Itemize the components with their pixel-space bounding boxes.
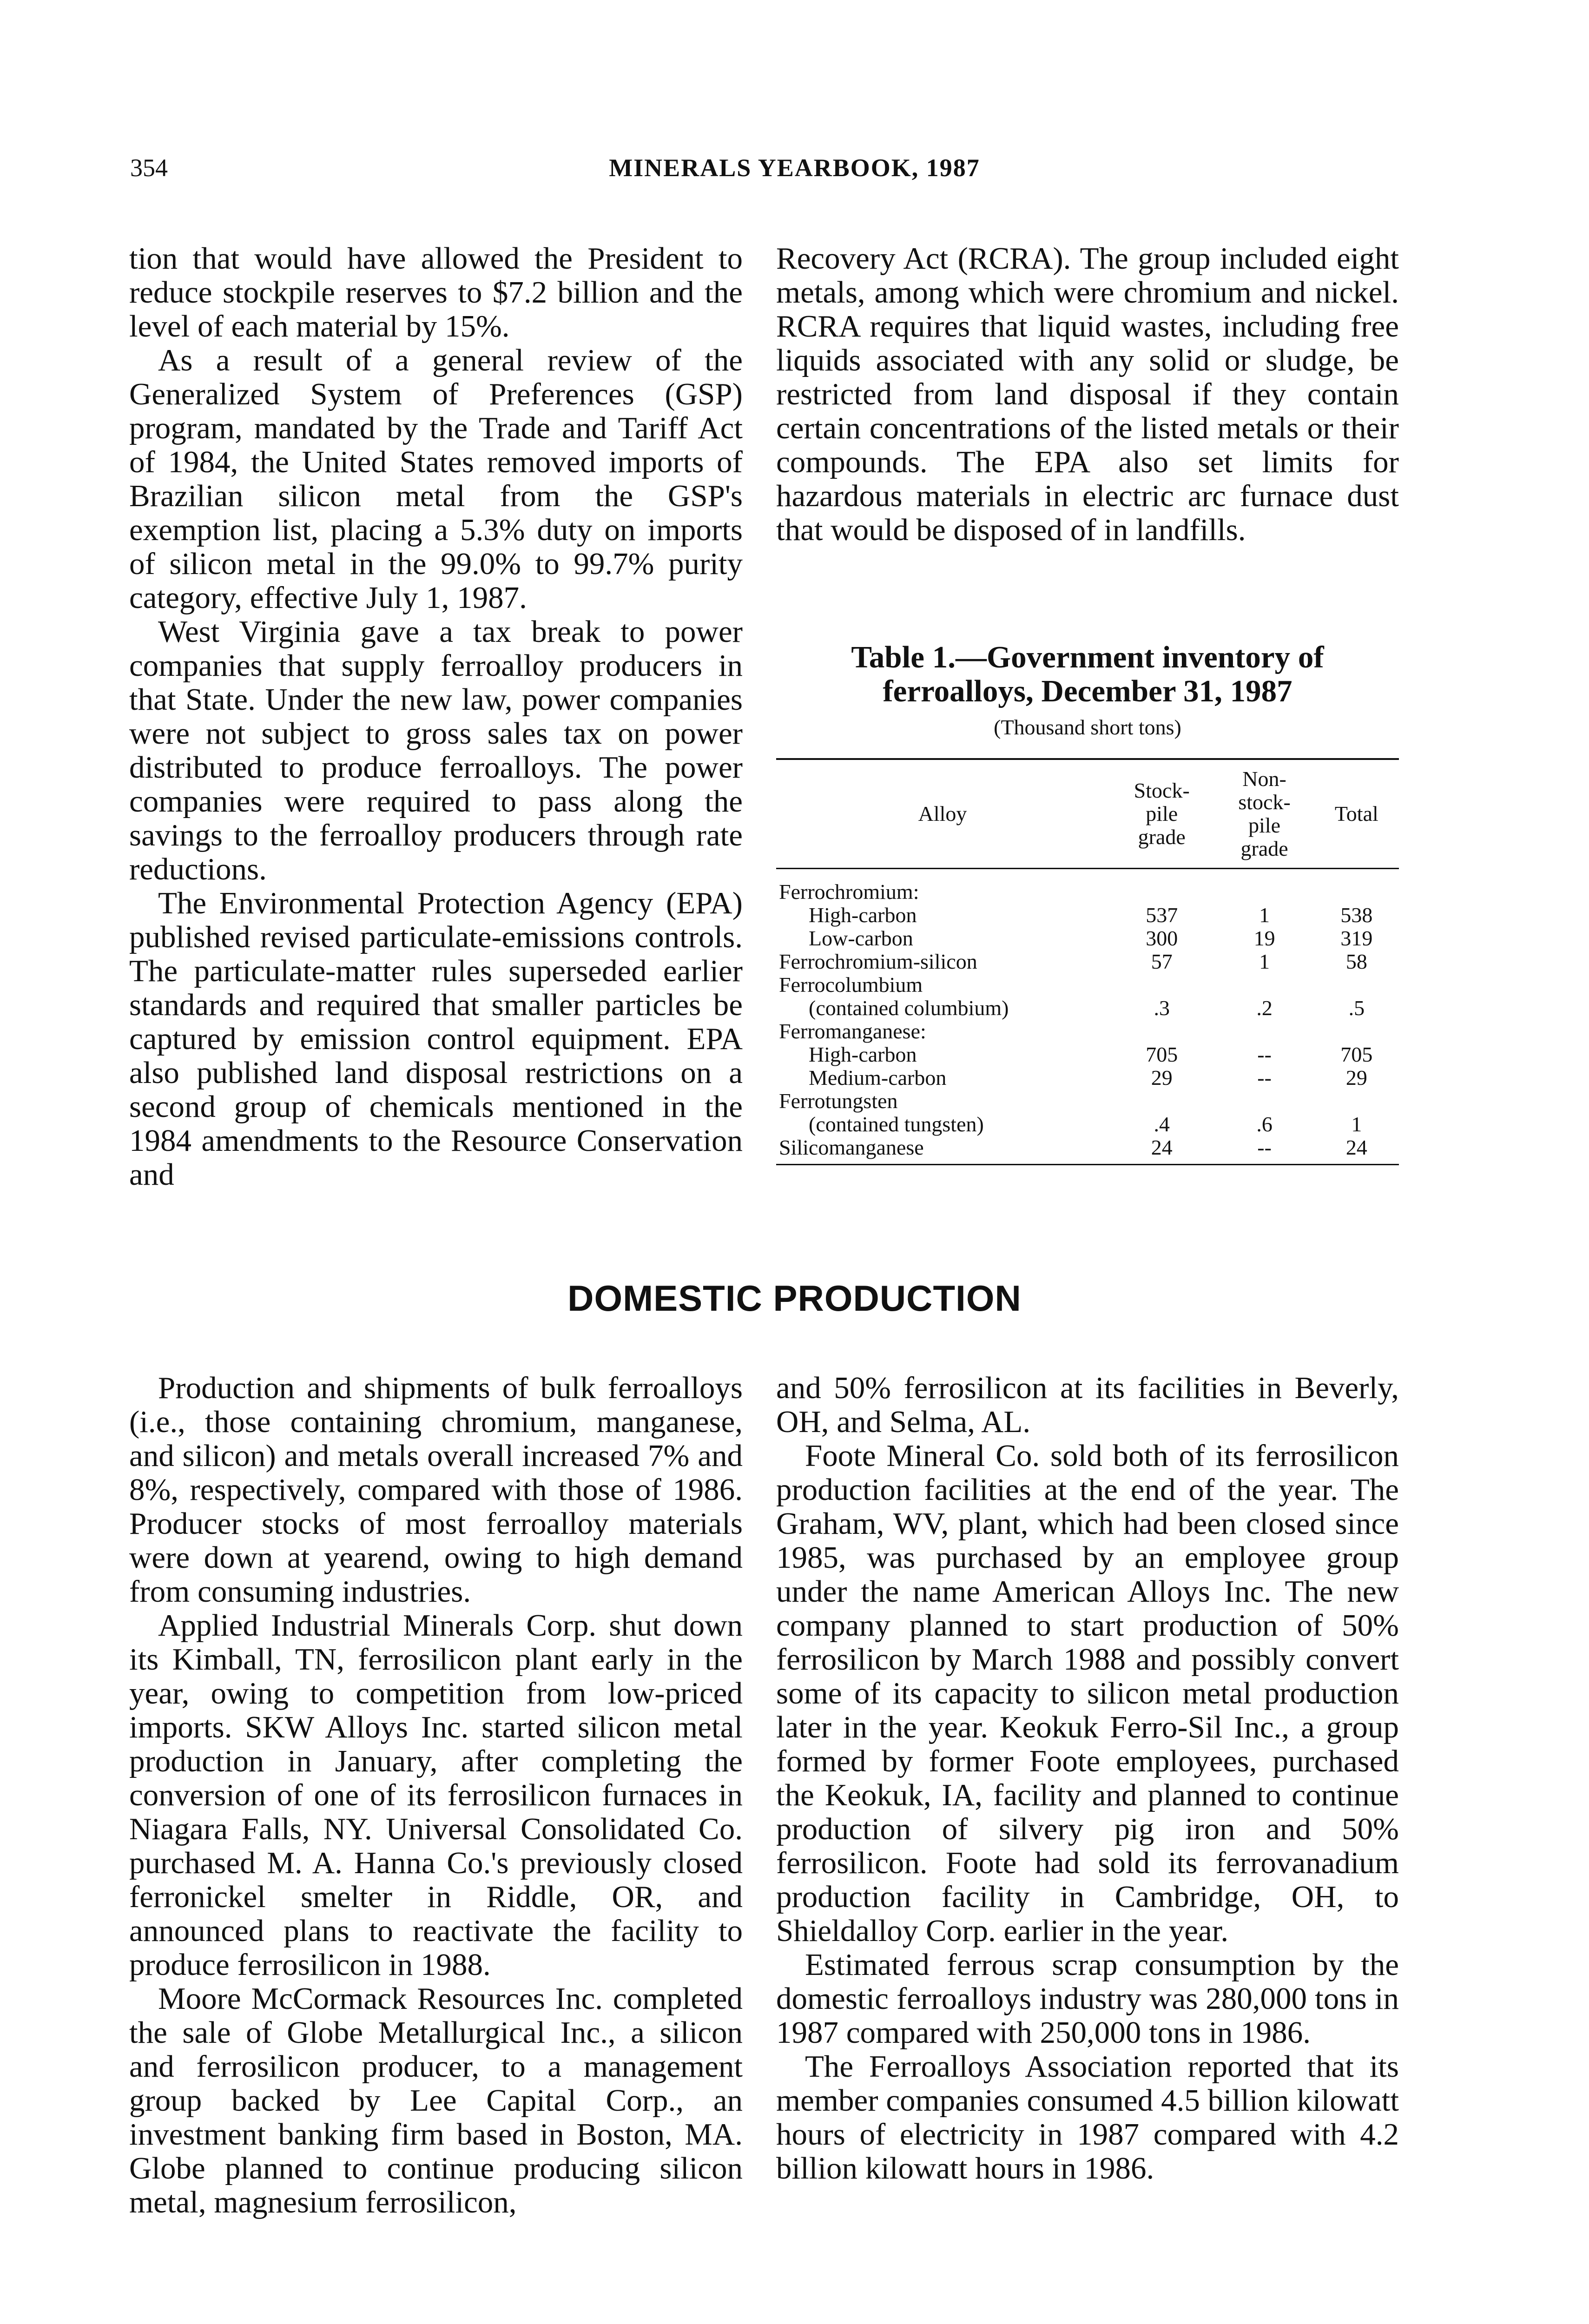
paragraph: tion that would have allowed the President to reduce stockpile reserves to $7.2 billion and the level of each material by 15%. — [129, 241, 743, 343]
cell-total: 58 — [1345, 950, 1367, 973]
cell-stockpile — [1109, 1020, 1214, 1043]
cell-alloy: Ferrocolumbium — [779, 973, 923, 997]
cell-alloy: Low-carbon — [809, 926, 913, 950]
table-row — [776, 1089, 1399, 1113]
cell-stockpile: 537 — [1146, 903, 1178, 927]
paragraph: As a result of a general review of the Generalized System of Preferences (GSP) program, mandated by the Trade and Tariff Act of 1984, the United States removed imports of Brazilian silicon metal from the GSP's exemption list, placing a 5.3% duty on imports of silicon metal in the 99.0% to 99.7% purity category, effective July 1, 1987. — [129, 343, 743, 615]
cell-total — [1314, 973, 1399, 997]
header-alloy: Alloy — [918, 802, 967, 825]
cell-alloy: High-carbon — [809, 903, 917, 927]
table-title — [776, 640, 1399, 708]
column-bottom-left — [129, 1371, 743, 2219]
cell-stockpile — [1109, 973, 1214, 997]
section-heading: DOMESTIC PRODUCTION — [567, 1278, 1022, 1319]
header-stockpile-l2: pile — [1146, 802, 1178, 825]
cell-nonstockpile: -- — [1214, 1136, 1314, 1165]
page-header — [0, 153, 1589, 191]
table-row — [776, 1113, 1399, 1136]
header-total: Total — [1334, 802, 1378, 825]
paragraph: Recovery Act (RCRA). The group included eight metals, among which were chromium and nickel. RCRA requires that liquid wastes, including free liquids associated with any solid or sludge, be restricted from land disposal if they contain certain concentrations of the listed metals or their compounds. The EPA also set limits for hazardous materials in electric arc furnace dust that would be disposed of in landfills. — [776, 241, 1399, 547]
cell-alloy: Medium-carbon — [809, 1066, 947, 1089]
header-nonstock-l2: stock- — [1238, 790, 1291, 814]
cell-stockpile: 29 — [1151, 1066, 1173, 1089]
cell-total: 538 — [1340, 903, 1373, 927]
cell-total: .5 — [1348, 996, 1365, 1020]
table-row — [776, 869, 1399, 904]
table-row — [776, 950, 1399, 973]
cell-total: 705 — [1340, 1043, 1373, 1066]
cell-stockpile — [1109, 869, 1214, 904]
page-number: 354 — [130, 154, 168, 182]
header-stockpile — [1109, 759, 1214, 869]
cell-alloy: High-carbon — [809, 1043, 917, 1066]
column-top-left — [129, 242, 743, 1192]
table-header-row — [776, 759, 1399, 869]
cell-stockpile — [1109, 1089, 1214, 1113]
table-title-line1: Table 1.—Government inventory of — [851, 640, 1324, 674]
paragraph: The Ferroalloys Association reported that its member companies consumed 4.5 billion kilowatt hours of electricity in 1987 compared with 4.2 billion kilowatt hours in 1986. — [776, 2049, 1399, 2185]
inventory-table — [776, 758, 1399, 1165]
table-row — [776, 904, 1399, 927]
cell-total: 1 — [1351, 1112, 1362, 1136]
cell-nonstockpile: 19 — [1253, 926, 1275, 950]
table-row — [776, 1136, 1399, 1165]
table-row — [776, 927, 1399, 950]
paragraph: Estimated ferrous scrap consumption by the domestic ferroalloys industry was 280,000 tons in 1987 compared with 250,000 tons in 1986. — [776, 1948, 1399, 2050]
paragraph: Foote Mineral Co. sold both of its ferrosilicon production facilities at the end of the year. The Graham, WV, plant, which had been closed since 1985, was purchased by an employee group under the name American Alloys Inc. The new company planned to start production of 50% ferrosilicon by March 1988 and possibly convert some of its capacity to silicon metal production later in the year. Keokuk Ferro-Sil Inc., a group formed by former Foote employees, purchased the Keokuk, IA, facility and planned to continue production of silvery pig iron and 50% ferrosilicon. Foote had sold its ferrovanadium production facility in Cambridge, OH, to Shieldalloy Corp. earlier in the year. — [776, 1439, 1399, 1948]
cell-nonstockpile — [1214, 869, 1314, 904]
cell-nonstockpile: .2 — [1256, 996, 1273, 1020]
cell-alloy: Silicomanganese — [776, 1136, 1109, 1165]
cell-stockpile: .4 — [1154, 1112, 1170, 1136]
cell-nonstockpile: -- — [1257, 1043, 1272, 1066]
cell-total — [1314, 1089, 1399, 1113]
inventory-table-block — [776, 640, 1399, 1165]
cell-nonstockpile: .6 — [1256, 1112, 1273, 1136]
header-stockpile-l1: Stock- — [1134, 779, 1190, 802]
cell-alloy: Ferrotungsten — [779, 1089, 898, 1113]
cell-stockpile: 57 — [1151, 950, 1173, 973]
cell-total — [1314, 869, 1399, 904]
cell-stockpile: 24 — [1109, 1136, 1214, 1165]
header-nonstock-l1: Non- — [1242, 767, 1286, 791]
paragraph: Moore McCormack Resources Inc. completed the sale of Globe Metallurgical Inc., a silicon and ferrosilicon producer, to a management group backed by Lee Capital Corp., an investment banking firm based in Boston, MA. Globe planned to continue producing silicon metal, magnesium ferrosilicon, — [129, 1981, 743, 2219]
table-row — [776, 1020, 1399, 1043]
cell-stockpile: 300 — [1146, 926, 1178, 950]
cell-alloy: (contained columbium) — [809, 996, 1009, 1020]
column-bottom-right — [776, 1371, 1399, 2185]
cell-stockpile: .3 — [1154, 996, 1170, 1020]
header-nonstock-l3: pile — [1248, 813, 1281, 837]
header-nonstock-l4: grade — [1240, 837, 1288, 860]
running-title: MINERALS YEARBOOK, 1987 — [609, 154, 980, 182]
header-stockpile-l3: grade — [1138, 825, 1186, 849]
cell-total: 29 — [1345, 1066, 1367, 1089]
table-title-line2: ferroalloys, December 31, 1987 — [883, 674, 1292, 708]
paragraph: West Virginia gave a tax break to power companies that supply ferroalloy producers in that State. Under the new law, power companies were not subject to gross sales tax on power distributed to produce ferroalloys. The power companies were required to pass along the savings to the ferroalloy producers through rate reductions. — [129, 614, 743, 886]
table-row — [776, 997, 1399, 1020]
cell-stockpile: 705 — [1146, 1043, 1178, 1066]
cell-nonstockpile — [1214, 973, 1314, 997]
cell-nonstockpile: 1 — [1259, 903, 1270, 927]
table-row — [776, 1066, 1399, 1089]
cell-total: 319 — [1340, 926, 1373, 950]
cell-alloy: Ferrochromium: — [779, 880, 919, 904]
paragraph: The Environmental Protection Agency (EPA) published revised particulate-emissions controls. The particulate-matter rules superseded earlier standards and required that smaller particles be captured by emission control equipment. EPA also published land disposal restrictions on a second group of chemicals mentioned in the 1984 amendments to the Resource Conservation and — [129, 886, 743, 1192]
cell-total — [1314, 1020, 1399, 1043]
cell-nonstockpile — [1214, 1089, 1314, 1113]
paragraph: Production and shipments of bulk ferroalloys (i.e., those containing chromium, manganese, and silicon) and metals overall increased 7% and 8%, respectively, compared with those of 1986. Producer stocks of most ferroalloy materials were down at yearend, owing to high demand from consuming industries. — [129, 1371, 743, 1609]
paragraph: Applied Industrial Minerals Corp. shut down its Kimball, TN, ferrosilicon plant early in the year, owing to competition from low-priced imports. SKW Alloys Inc. started silicon metal production in January, after completing the conversion of one of its ferrosilicon furnaces in Niagara Falls, NY. Universal Consolidated Co. purchased M. A. Hanna Co.'s previously closed ferronickel smelter in Riddle, OR, and announced plans to reactivate the facility to produce ferrosilicon in 1988. — [129, 1608, 743, 1982]
column-top-right — [776, 242, 1399, 547]
cell-nonstockpile — [1214, 1020, 1314, 1043]
table-row — [776, 1043, 1399, 1066]
table-row — [776, 973, 1399, 997]
cell-alloy: Ferromanganese: — [779, 1019, 926, 1043]
cell-total: 24 — [1314, 1136, 1399, 1165]
cell-alloy: Ferrochromium-silicon — [779, 950, 977, 973]
table-unit: (Thousand short tons) — [994, 715, 1181, 739]
header-nonstockpile — [1214, 759, 1314, 869]
cell-nonstockpile: -- — [1257, 1066, 1272, 1089]
cell-alloy: (contained tungsten) — [809, 1112, 984, 1136]
paragraph: and 50% ferrosilicon at its facilities in Beverly, OH, and Selma, AL. — [776, 1371, 1399, 1439]
cell-nonstockpile: 1 — [1259, 950, 1270, 973]
